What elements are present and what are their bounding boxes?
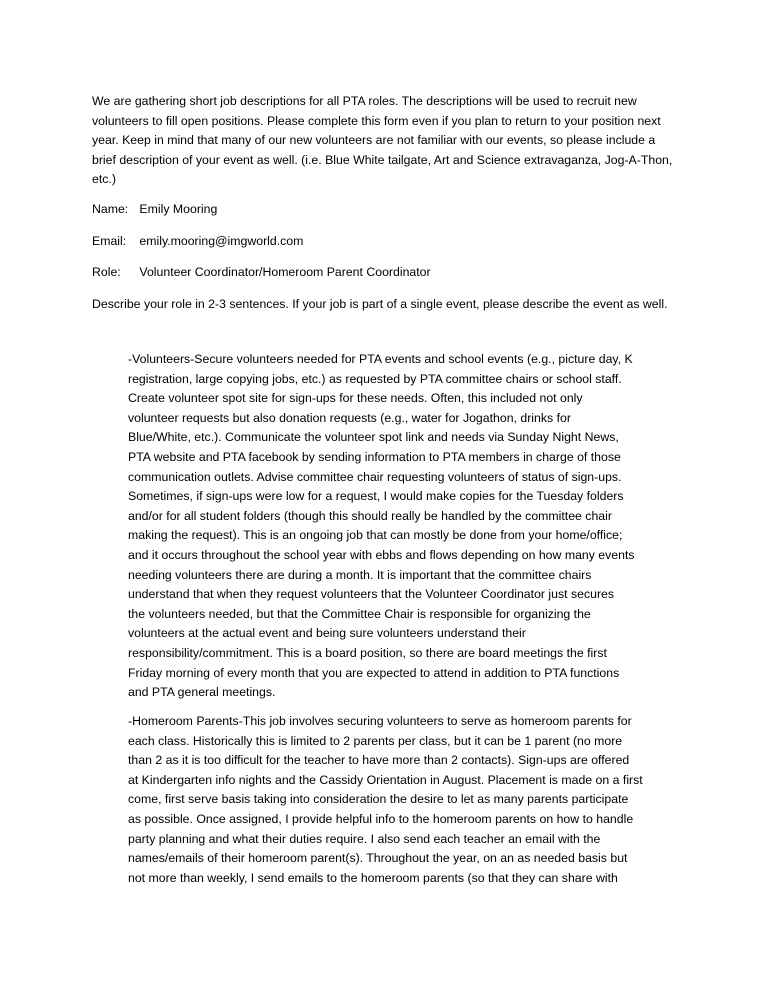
answer-line: party planning and what their duties require. I also send each teacher an email with the xyxy=(128,831,601,846)
volunteers-answer xyxy=(128,350,682,703)
role-question: Describe your role in 2-3 sentences. If your job is part of a single event, please describe the event as well. xyxy=(92,297,668,311)
answer-line: responsibility/commitment. This is a board position, so there are board meetings the first xyxy=(128,645,607,660)
role-value: Volunteer Coordinator/Homeroom Parent Coordinator xyxy=(139,265,431,279)
role-label: Role: xyxy=(92,265,121,279)
answer-line: Friday morning of every month that you are expected to attend in addition to PTA functions xyxy=(128,665,620,680)
name-value: Emily Mooring xyxy=(139,202,218,216)
name-field xyxy=(92,200,692,220)
answer-line: the volunteers needed, but that the Committee Chair is responsible for organizing the xyxy=(128,606,591,621)
answer-line: volunteers at the actual event and being sure volunteers understand their xyxy=(128,626,526,641)
answer-line: Blue/White, etc.). Communicate the volunteer spot link and needs via Sunday Night News, xyxy=(128,430,619,445)
answer-line: than 2 as it is too difficult for the teacher to have more than 2 contacts). Sign-ups are offered xyxy=(128,753,630,768)
email-value: emily.mooring@imgworld.com xyxy=(139,234,304,248)
name-label: Name: xyxy=(92,202,129,216)
answer-line: each class. Historically this is limited to 2 parents per class, but it can be 1 parent (no more xyxy=(128,733,623,748)
email-field xyxy=(92,232,692,252)
answer-line: at Kindergarten info nights and the Cassidy Orientation in August. Placement is made on a first xyxy=(128,772,643,787)
answer-line: Sometimes, if sign-ups were low for a request, I would make copies for the Tuesday folders xyxy=(128,489,624,504)
answer-line: making the request). This is an ongoing job that can mostly be done from your home/office; xyxy=(128,528,623,543)
answer-line: come, first serve basis taking into consideration the desire to let as many parents participate xyxy=(128,792,629,807)
answer-line: and it occurs throughout the school year with ebbs and flows depending on how many events xyxy=(128,547,635,562)
role-field xyxy=(92,263,692,283)
answer-line: -Volunteers-Secure volunteers needed for PTA events and school events (e.g., picture day, K xyxy=(128,352,633,366)
answer-line: Create volunteer spot site for sign-ups for these needs. Often, this included not only xyxy=(128,391,583,406)
answer-line: understand that when they request volunteers that the Volunteer Coordinator just secures xyxy=(128,587,615,602)
answer-line: not more than weekly, I send emails to the homeroom parents (so that they can share with xyxy=(128,870,618,885)
answer-line: needing volunteers there are during a month. It is important that the committee chairs xyxy=(128,567,592,582)
answer-line: volunteer requests but also donation requests (e.g., water for Jogathon, drinks for xyxy=(128,410,571,425)
answer-line: communication outlets. Advise committee chair requesting volunteers of status of sign-ups. xyxy=(128,469,622,484)
answer-line: and PTA general meetings. xyxy=(128,685,276,700)
answer-line: -Homeroom Parents-This job involves securing volunteers to serve as homeroom parents for xyxy=(128,714,632,728)
intro-paragraph: We are gathering short job descriptions for all PTA roles. The descriptions will be used to recruit new volunteers to fill open positions. Please complete this form even if you plan to return to your position next year. Keep in mind that many of our new volunteers are not familiar with our events, so please include a brief description of your event as well. (i.e. Blue White tailgate, Art and Science extravaganza, Jog-A-Thon, etc.) xyxy=(92,94,673,187)
answer-line: and/or for all student folders (though this should really be handled by the committee chair xyxy=(128,508,612,523)
answer-line: names/emails of their homeroom parent(s). Throughout the year, on an as needed basis but xyxy=(128,851,628,866)
email-label: Email: xyxy=(92,234,127,248)
homeroom-parents-answer xyxy=(128,712,682,888)
answer-line: as possible. Once assigned, I provide helpful info to the homeroom parents on how to handle xyxy=(128,811,634,826)
answer-line: registration, large copying jobs, etc.) as requested by PTA committee chairs or school staff. xyxy=(128,371,622,386)
answer-line: PTA website and PTA facebook by sending information to PTA members in charge of those xyxy=(128,449,621,464)
